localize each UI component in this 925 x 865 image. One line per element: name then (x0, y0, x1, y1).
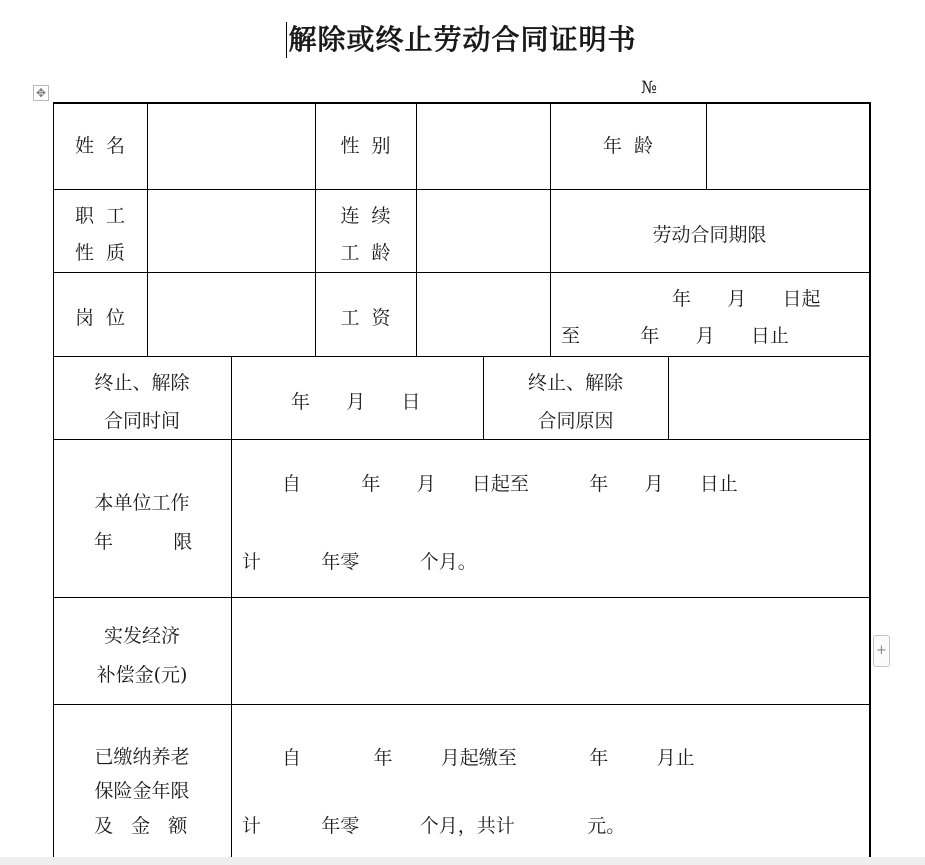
compensation-field[interactable] (232, 598, 868, 703)
end-time-label-line-1: 终止、解除 (94, 372, 190, 394)
end-time-value: 年 月 日 (291, 391, 421, 413)
pension-label-line-1: 已缴纳养老 (94, 746, 190, 768)
tenure-total: 计 年零 个月。 (242, 551, 477, 573)
age-label: 年 龄 (602, 135, 654, 157)
seniority-field[interactable] (417, 190, 549, 271)
pension-label-line-2: 保险金年限 (94, 780, 190, 802)
pension-period: 自 年 月起缴至 年 月止 (282, 747, 695, 769)
plus-icon: + (876, 643, 887, 658)
post-field[interactable] (148, 273, 314, 355)
tenure-period: 自 年 月 日起至 年 月 日止 (282, 473, 738, 495)
page-bottom-edge (0, 857, 925, 865)
end-reason-label-line-2: 合同原因 (537, 410, 614, 432)
age-field[interactable] (707, 104, 868, 188)
wage-label: 工 资 (340, 307, 391, 329)
pension-label-line-3: 及 金 额 (94, 815, 188, 837)
end-reason-field[interactable] (669, 357, 868, 438)
seniority-label-line-2: 工 龄 (340, 242, 391, 264)
end-time-label-line-2: 合同时间 (103, 410, 180, 432)
contract-term-start: 年 月 日起 (672, 288, 821, 310)
contract-term-end: 至 年 月 日止 (561, 325, 789, 347)
row-divider (53, 704, 871, 705)
tenure-label-line-1: 本单位工作 (94, 492, 190, 514)
name-label: 姓 名 (74, 135, 126, 157)
document-title: 解除或终止劳动合同证明书 (288, 23, 637, 56)
add-column-button[interactable] (873, 635, 890, 667)
gender-field[interactable] (417, 104, 549, 188)
end-reason-label-line-1: 终止、解除 (527, 372, 623, 394)
tenure-label-line-2: 年 限 (94, 531, 193, 553)
wage-field[interactable] (417, 273, 549, 355)
row-divider (53, 439, 871, 440)
number-sign: № (641, 78, 658, 98)
compensation-label-line-2: 补偿金(元) (96, 664, 188, 686)
name-field[interactable] (148, 104, 314, 188)
table-move-handle[interactable] (33, 85, 49, 101)
post-label: 岗 位 (74, 307, 126, 329)
worker-type-label-line-1: 职 工 (74, 205, 126, 227)
gender-label: 性 别 (340, 135, 391, 157)
compensation-label-line-1: 实发经济 (103, 625, 180, 647)
seniority-label-line-1: 连 续 (340, 205, 391, 227)
table-border-right (869, 102, 871, 857)
text-cursor (286, 22, 287, 58)
contract-term-label: 劳动合同期限 (652, 224, 767, 246)
worker-type-field[interactable] (148, 190, 314, 271)
pension-total: 计 年零 个月，共计 元。 (242, 815, 626, 837)
worker-type-label-line-2: 性 质 (74, 242, 126, 264)
move-icon: ✥ (35, 86, 47, 100)
